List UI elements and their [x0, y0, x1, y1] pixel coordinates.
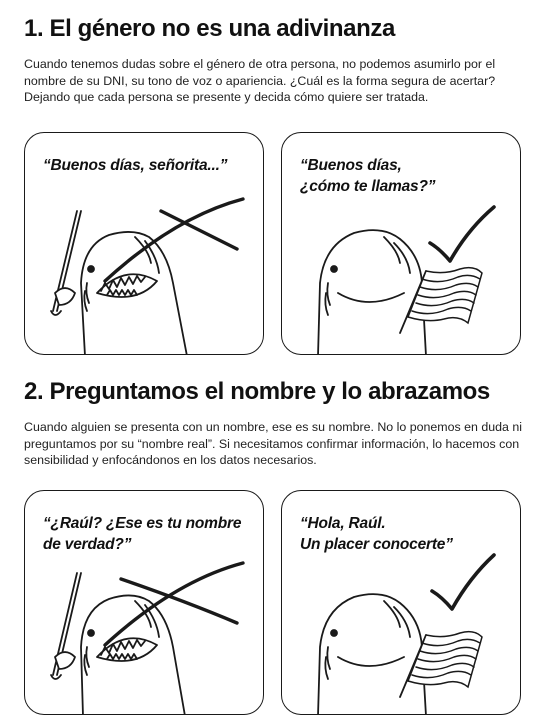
comic-panel-correct: [281, 132, 521, 355]
section-1-body: Cuando tenemos dudas sobre el género de otra persona, no podemos asumirlo por el nombre de su DNI, su tono de voz o apariencia. ¿Cuál es la forma segura de acertar? Dejando que cada persona se presente y decida cómo quiere ser tratada.: [24, 57, 496, 104]
smiling-shark-with-pride-flag-illustration: [282, 491, 521, 715]
section-1-comic-panels: [24, 132, 524, 355]
smiling-shark-with-pride-flag-illustration: [282, 133, 521, 355]
speech-quote: “Buenos días, ¿cómo te llamas?”: [300, 157, 436, 195]
section-2-heading: 2. Preguntamos el nombre y lo abrazamos: [24, 378, 490, 405]
check-mark-icon: [430, 207, 494, 261]
check-mark-icon: [432, 555, 494, 609]
section-2-comic-panels: [24, 490, 524, 715]
comic-panel-incorrect: [24, 490, 264, 715]
comic-panel-correct: [281, 490, 521, 715]
comic-panel-incorrect: [24, 132, 264, 355]
speech-quote: “¿Raúl? ¿Ese es tu nombre de verdad?”: [43, 515, 242, 553]
section-1-heading: 1. El género no es una adivinanza: [24, 15, 395, 42]
section-gender-not-a-guess: [24, 12, 530, 106]
speech-quote: “Buenos días, señorita...”: [43, 157, 228, 174]
shark-with-cane-illustration: [25, 491, 264, 715]
shark-with-cane-illustration: [25, 133, 264, 355]
speech-quote: “Hola, Raúl. Un placer conocerte”: [300, 515, 453, 553]
section-ask-name-and-embrace: [24, 375, 530, 469]
section-2-body: Cuando alguien se presenta con un nombre, ese es su nombre. No lo ponemos en duda ni preguntamos por su “nombre real”. Si necesitamos confirmar información, lo hacemos con sensibilidad y enfocándonos en los datos necesarios.: [24, 420, 523, 467]
